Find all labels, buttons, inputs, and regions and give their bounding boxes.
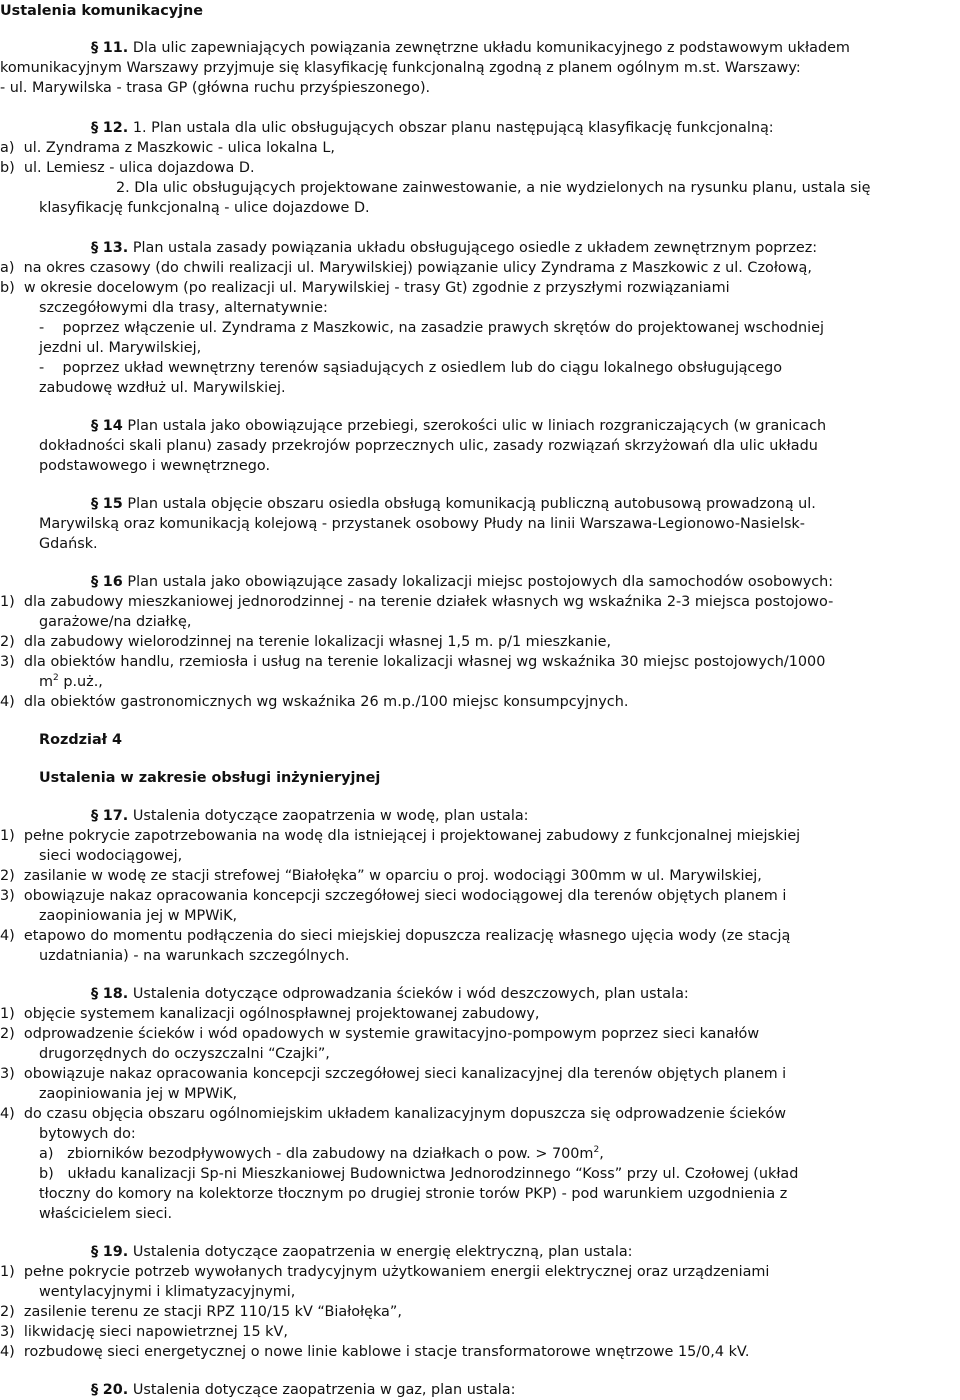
paragraph-13-first-line: § 13. Plan ustala zasady powiązania układu obsługującego osiedle z układem zewnętrznym poprzez: — [91, 240, 818, 256]
paragraph-number: 14 — [102, 418, 123, 434]
paragraph-16-first-line: § 16 Plan ustala jako obowiązujące zasady lokalizacji miejsc postojowych dla samochodów osobowych: — [91, 574, 834, 590]
text-line: jezdni ul. Marywilskiej, — [39, 340, 202, 356]
paragraph-17-first-line: § 17. Ustalenia dotyczące zaopatrzenia w wodę, plan ustala: — [91, 808, 529, 824]
text-line: zaopiniowania jej w MPWiK, — [39, 1086, 238, 1102]
text-line: Gdańsk. — [39, 536, 98, 552]
paragraph-number: 16 — [102, 574, 123, 590]
text-line: wentylacyjnymi i klimatyzacyjnymi, — [39, 1284, 296, 1300]
text-line: właścicielem sieci. — [39, 1206, 173, 1222]
list-item: 3) dla obiektów handlu, rzemiosła i usług na terenie lokalizacji własnej wg wskaźnika 30 miejsc postojowych/1000 — [0, 654, 826, 670]
list-item: a) na okres czasowy (do chwili realizacji ul. Marywilskiej) powiązanie ulicy Zyndrama z Maszkowic z ul. Czołową, — [0, 260, 812, 276]
paragraph-number: 11. — [102, 40, 129, 56]
list-item: 2) zasilanie w wodę ze stacji strefowej “Białołęka” w oparciu o proj. wodociągi 300mm w ul. Marywilskiej, — [0, 868, 762, 884]
text-line: dokładności skali planu) zasady przekrojów poprzecznych ulic, zasady rozwiązań skrzyżowań dla ulic układu — [39, 438, 818, 454]
list-subitem: b) układu kanalizacji Sp-ni Mieszkaniowej Budownictwa Jednorodzinnego “Koss” przy ul. Czołowej (układ — [39, 1166, 799, 1182]
paragraph-number: 17. — [102, 808, 129, 824]
paragraph-number: 13. — [102, 240, 129, 256]
text-line: Marywilską oraz komunikacją kolejową - przystanek osobowy Płudy na linii Warszawa-Legionowo-Nasielsk- — [39, 516, 805, 532]
list-item: 4) rozbudowę sieci energetycznej o nowe linie kablowe i stacje transformatorowe wnętrzowe 15/0,4 kV. — [0, 1344, 750, 1360]
text-line: drugorzędnych do oczyszczalni “Czajki”, — [39, 1046, 330, 1062]
paragraph-14-first-line: § 14 Plan ustala jako obowiązujące przebiegi, szerokości ulic w liniach rozgraniczających (w granicach — [91, 418, 827, 434]
section-symbol: § — [91, 40, 99, 56]
text-line: $m^2$ p.uż., — [39, 673, 103, 690]
list-item: 2) zasilenie terenu ze stacji RPZ 110/15 kV “Białołęka”, — [0, 1304, 402, 1320]
paragraph-number: 20. — [102, 1382, 129, 1398]
paragraph-20-first-line: § 20. Ustalenia dotyczące zaopatrzenia w gaz, plan ustala: — [91, 1382, 516, 1398]
list-item: 2) odprowadzenie ścieków i wód opadowych w systemie grawitacyjno-pompowym poprzez sieci kanałów — [0, 1026, 760, 1042]
paragraph-15-first-line: § 15 Plan ustala objęcie obszaru osiedla obsługą komunikacją publiczną autobusową prowadzoną ul. — [91, 496, 816, 512]
paragraph-19-first-line: § 19. Ustalenia dotyczące zaopatrzenia w energię elektryczną, plan ustala: — [91, 1244, 633, 1260]
list-item: 4) do czasu objęcia obszaru ogólnomiejskim układem kanalizacyjnym dopuszcza się odprowadzenie ścieków — [0, 1106, 787, 1122]
paragraph-number: 12. — [102, 120, 129, 136]
list-item: 4) etapowo do momentu podłączenia do sieci miejskiej dopuszcza realizację własnego ujęcia wody (ze stacją — [0, 928, 791, 944]
list-item: b) ul. Lemiesz - ulica dojazdowa D. — [0, 160, 255, 176]
paragraph-number: 15 — [102, 496, 123, 512]
text-line: uzdatniania) - na warunkach szczególnych. — [39, 948, 350, 964]
superscript: 2 — [53, 673, 59, 683]
list-item: 3) obowiązuje nakaz opracowania koncepcji szczegółowej sieci kanalizacyjnej dla terenów objętych planem i — [0, 1066, 787, 1082]
heading-komunikacja: Ustalenia komunikacyjne — [0, 3, 204, 19]
list-item: 1) pełne pokrycie potrzeb wywołanych tradycyjnym użytkowaniem energii elektrycznej oraz urządzeniami — [0, 1264, 770, 1280]
list-item: 1) dla zabudowy mieszkaniowej jednorodzinnej - na terenie działek własnych wg wskaźnika 2-3 miejsca postojowo- — [0, 594, 834, 610]
paragraph-12-first-line: § 12. 1. Plan ustala dla ulic obsługujących obszar planu następującą klasyfikację funkcjonalną: — [91, 120, 774, 136]
list-item: 3) obowiązuje nakaz opracowania koncepcji szczegółowej sieci wodociągowej dla terenów objętych planem i — [0, 888, 787, 904]
paragraph-18-first-line: § 18. Ustalenia dotyczące odprowadzania ścieków i wód deszczowych, plan ustala: — [91, 986, 689, 1002]
text-line: podstawowego i wewnętrznego. — [39, 458, 271, 474]
list-item: 2) dla zabudowy wielorodzinnej na terenie lokalizacji własnej 1,5 m. p/1 mieszkanie, — [0, 634, 612, 650]
text-line: sieci wodociągowej, — [39, 848, 183, 864]
list-item: 1) pełne pokrycie zapotrzebowania na wodę dla istniejącej i projektowanej zabudowy z funkcjonalnej miejskiej — [0, 828, 801, 844]
text-line: klasyfikację funkcjonalną - ulice dojazdowe D. — [39, 200, 370, 216]
text-line: komunikacyjnym Warszawy przyjmuje się klasyfikację funkcjonalną zgodną z planem ogólnym m.st. Warszawy: — [0, 60, 801, 76]
text-line: 2. Dla ulic obsługujących projektowane zainwestowanie, a nie wydzielonych na rysunku planu, ustala się — [116, 180, 871, 196]
chapter-title: Rozdział 4 — [39, 732, 123, 748]
text-line: zaopiniowania jej w MPWiK, — [39, 908, 238, 924]
list-subitem: a) zbiorników bezodpływowych - dla zabudowy na działkach o pow. > $700m^2$, — [39, 1145, 604, 1162]
list-item: a) ul. Zyndrama z Maszkowic - ulica lokalna L, — [0, 140, 335, 156]
list-item: 4) dla obiektów gastronomicznych wg wskaźnika 26 m.p./100 miejsc konsumpcyjnych. — [0, 694, 629, 710]
paragraph-number: 19. — [102, 1244, 129, 1260]
superscript: 2 — [593, 1145, 600, 1155]
list-item: b) w okresie docelowym (po realizacji ul. Marywilskiej - trasy Gt) zgodnie z przyszłymi rozwiązaniami — [0, 280, 730, 296]
text-line: zabudowę wzdłuż ul. Marywilskiej. — [39, 380, 286, 396]
list-item: - poprzez włączenie ul. Zyndrama z Maszkowic, na zasadzie prawych skrętów do projektowanej wschodniej — [39, 320, 824, 336]
text-line: szczegółowymi dla trasy, alternatywnie: — [39, 300, 328, 316]
heading-inzynieryjna: Ustalenia w zakresie obsługi inżynieryjnej — [39, 770, 381, 786]
paragraph-11-first-line: § 11. Dla ulic zapewniających powiązania zewnętrzne układu komunikacyjnego z podstawowym układem — [91, 40, 850, 56]
text-line: bytowych do: — [39, 1126, 136, 1142]
text-line: - ul. Marywilska - trasa GP (główna ruchu przyśpieszonego). — [0, 80, 431, 96]
list-item: 1) objęcie systemem kanalizacji ogólnospławnej projektowanej zabudowy, — [0, 1006, 540, 1022]
text-line: tłoczny do komory na kolektorze tłocznym po drugiej stronie torów PKP) - pod warunkiem uzgodnienia z — [39, 1186, 788, 1202]
list-item: 3) likwidację sieci napowietrznej 15 kV, — [0, 1324, 288, 1340]
list-item: - poprzez układ wewnętrzny terenów sąsiadujących z osiedlem lub do ciągu lokalnego obsługującego — [39, 360, 783, 376]
text-line: garażowe/na działkę, — [39, 614, 192, 630]
paragraph-number: 18. — [102, 986, 129, 1002]
